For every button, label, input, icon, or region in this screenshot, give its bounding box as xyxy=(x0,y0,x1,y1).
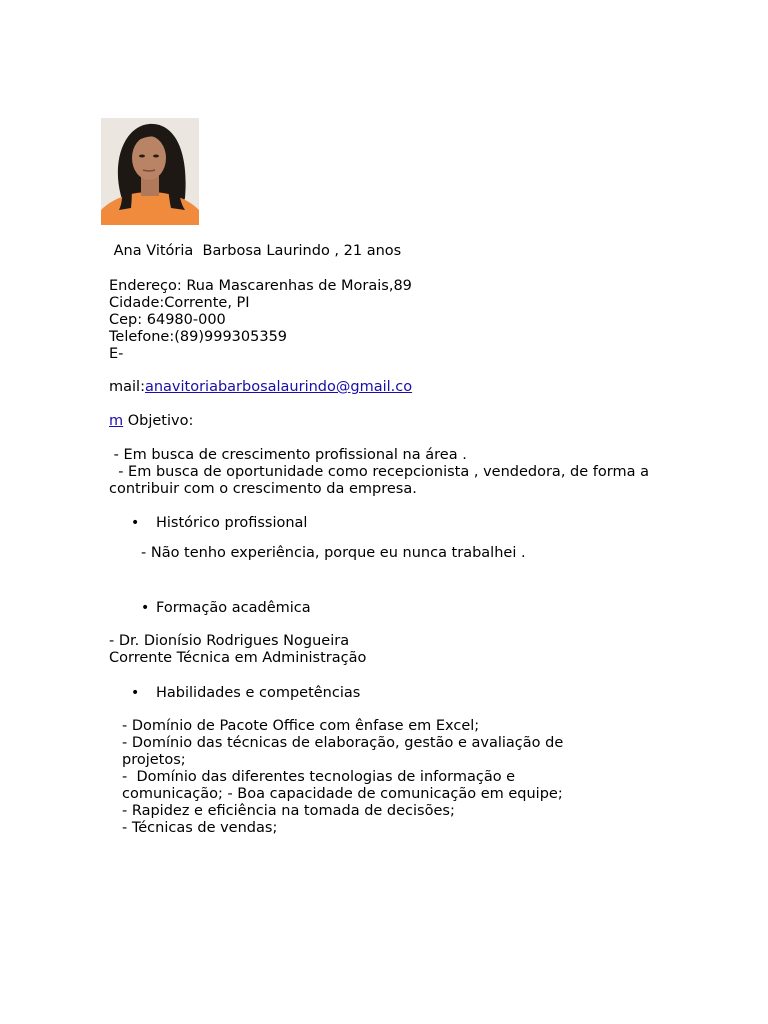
bullet-education: • xyxy=(141,600,150,616)
email-prefix: E- xyxy=(109,346,124,362)
bullet-skills: • xyxy=(131,685,140,701)
phone-line: Telefone:(89)999305359 xyxy=(109,329,288,345)
email-label: mail: xyxy=(109,379,145,395)
cep-line: Cep: 64980-000 xyxy=(109,312,226,328)
skill-line: projetos; xyxy=(122,752,186,768)
history-title: Histórico profissional xyxy=(156,515,308,531)
objective-text-2: - Em busca de oportunidade como recepcionista , vendedora, de forma a xyxy=(109,464,649,480)
objective-label: Objetivo: xyxy=(123,413,194,429)
history-text: - Não tenho experiência, porque eu nunca trabalhei . xyxy=(141,545,526,561)
skill-line: - Rapidez e eficiência na tomada de decisões; xyxy=(122,803,455,819)
education-course: Corrente Técnica em Administração xyxy=(109,650,367,666)
email-link-continuation[interactable]: m xyxy=(109,413,124,429)
education-title: Formação acadêmica xyxy=(156,600,311,616)
skill-line: comunicação; - Boa capacidade de comunicação em equipe; xyxy=(122,786,563,802)
education-school: - Dr. Dionísio Rodrigues Nogueira xyxy=(109,633,350,649)
email-line xyxy=(109,379,412,396)
name-age-line: Ana Vitória Barbosa Laurindo , 21 anos xyxy=(109,243,402,259)
skill-line: - Domínio das diferentes tecnologias de informação e xyxy=(122,769,516,785)
profile-photo xyxy=(101,118,199,225)
bullet-history: • xyxy=(131,515,140,531)
email-link[interactable]: anavitoriabarbosalaurindo@gmail.co xyxy=(144,379,413,395)
city-line: Cidade:Corrente, PI xyxy=(109,295,250,311)
objective-text-1: - Em busca de crescimento profissional na área . xyxy=(109,447,467,463)
address-line: Endereço: Rua Mascarenhas de Morais,89 xyxy=(109,278,412,294)
skills-title: Habilidades e competências xyxy=(156,685,361,701)
objective-text-3: contribuir com o crescimento da empresa. xyxy=(109,481,417,497)
objective-line xyxy=(109,413,193,430)
skill-line: - Domínio das técnicas de elaboração, gestão e avaliação de xyxy=(122,735,564,751)
skill-line: - Domínio de Pacote Office com ênfase em Excel; xyxy=(122,718,480,734)
skill-line: - Técnicas de vendas; xyxy=(122,820,278,836)
